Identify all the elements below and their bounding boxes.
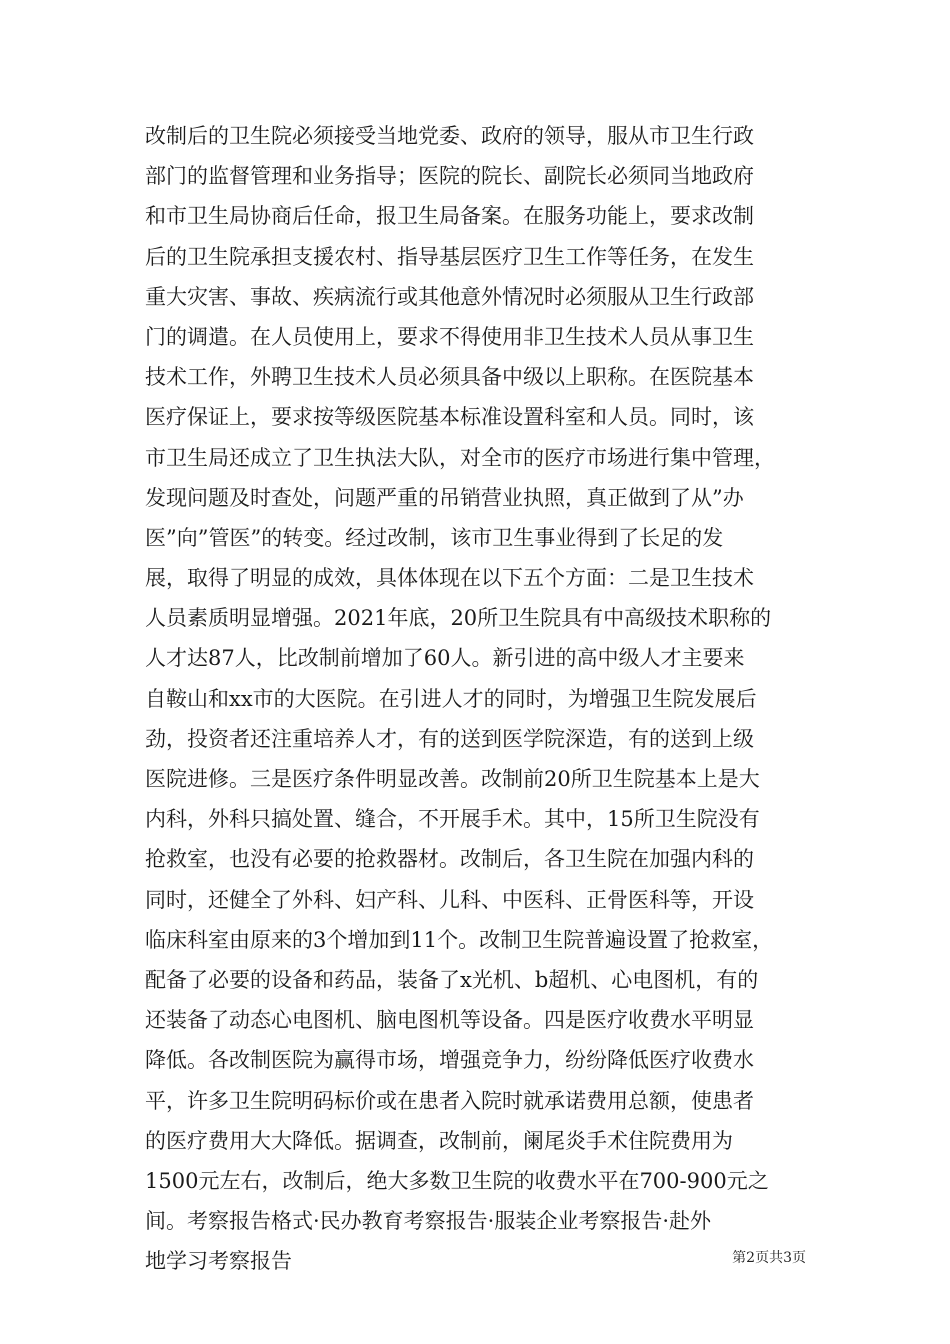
text-line: 降低。各改制医院为赢得市场，增强竞争力，纷纷降低医疗收费水: [145, 1048, 754, 1073]
text-line: 的医疗费用大大降低。据调查，改制前，阑尾炎手术住院费用为: [145, 1128, 733, 1153]
text-line: 平，许多卫生院明码标价或在患者入院时就承诺费用总额，使患者: [145, 1088, 754, 1113]
page-number: 第2页共3页: [732, 1250, 806, 1266]
text-line: 和市卫生局协商后任命，报卫生局备案。在服务功能上，要求改制: [145, 204, 754, 229]
text-line: 展，取得了明显的成效，具体体现在以下五个方面：二是卫生技术: [145, 566, 754, 591]
text-line: 门的调遣。在人员使用上，要求不得使用非卫生技术人员从事卫生: [145, 324, 754, 349]
text-line: 同时，还健全了外科、妇产科、儿科、中医科、正骨医科等，开设: [145, 887, 754, 912]
text-line: 医”向”管医”的转变。经过改制，该市卫生事业得到了长足的发: [145, 525, 724, 550]
text-line: 部门的监督管理和业务指导；医院的院长、副院长必须同当地政府: [145, 164, 754, 189]
text-line: 1500元左右，改制后，绝大多数卫生院的收费水平在700-900元之: [145, 1168, 769, 1193]
text-line: 地学习考察报告: [145, 1249, 292, 1274]
text-line: 还装备了动态心电图机、脑电图机等设备。四是医疗收费水平明显: [145, 1008, 754, 1033]
text-line: 内科，外科只搞处置、缝合，不开展手术。其中，15所卫生院没有: [145, 807, 760, 832]
text-line: 改制后的卫生院必须接受当地党委、政府的领导，服从市卫生行政: [145, 124, 754, 148]
text-line: 自鞍山和xx市的大医院。在引进人才的同时，为增强卫生院发展后: [145, 686, 757, 711]
text-line: 劲，投资者还注重培养人才，有的送到医学院深造，有的送到上级: [145, 726, 754, 751]
body-text: [145, 116, 810, 1281]
text-line: 人员素质明显增强。2021年底，20所卫生院具有中高级技术职称的: [145, 606, 772, 631]
text-line: 市卫生局还成立了卫生执法大队，对全市的医疗市场进行集中管理，: [145, 445, 775, 470]
text-line: 后的卫生院承担支援农村、指导基层医疗卫生工作等任务，在发生: [145, 244, 754, 269]
text-line: 发现问题及时查处，问题严重的吊销营业执照，真正做到了从”办: [145, 485, 744, 510]
text-line: 医院进修。三是医疗条件明显改善。改制前20所卫生院基本上是大: [145, 767, 760, 791]
text-line: 配备了必要的设备和药品，装备了x光机、b超机、心电图机，有的: [145, 967, 759, 992]
text-line: 临床科室由原来的3个增加到11个。改制卫生院普遍设置了抢救室，: [145, 927, 774, 952]
text-line: 人才达87人，比改制前增加了60人。新引进的高中级人才主要来: [145, 646, 745, 671]
text-line: 间。考察报告格式·民办教育考察报告·服装企业考察报告·赴外: [145, 1209, 712, 1234]
text-line: 重大灾害、事故、疾病流行或其他意外情况时必须服从卫生行政部: [145, 284, 754, 309]
text-line: 医疗保证上，要求按等级医院基本标准设置科室和人员。同时，该: [145, 405, 754, 430]
text-line: 抢救室，也没有必要的抢救器材。改制后，各卫生院在加强内科的: [145, 847, 754, 872]
text-line: 技术工作，外聘卫生技术人员必须具备中级以上职称。在医院基本: [145, 365, 754, 390]
